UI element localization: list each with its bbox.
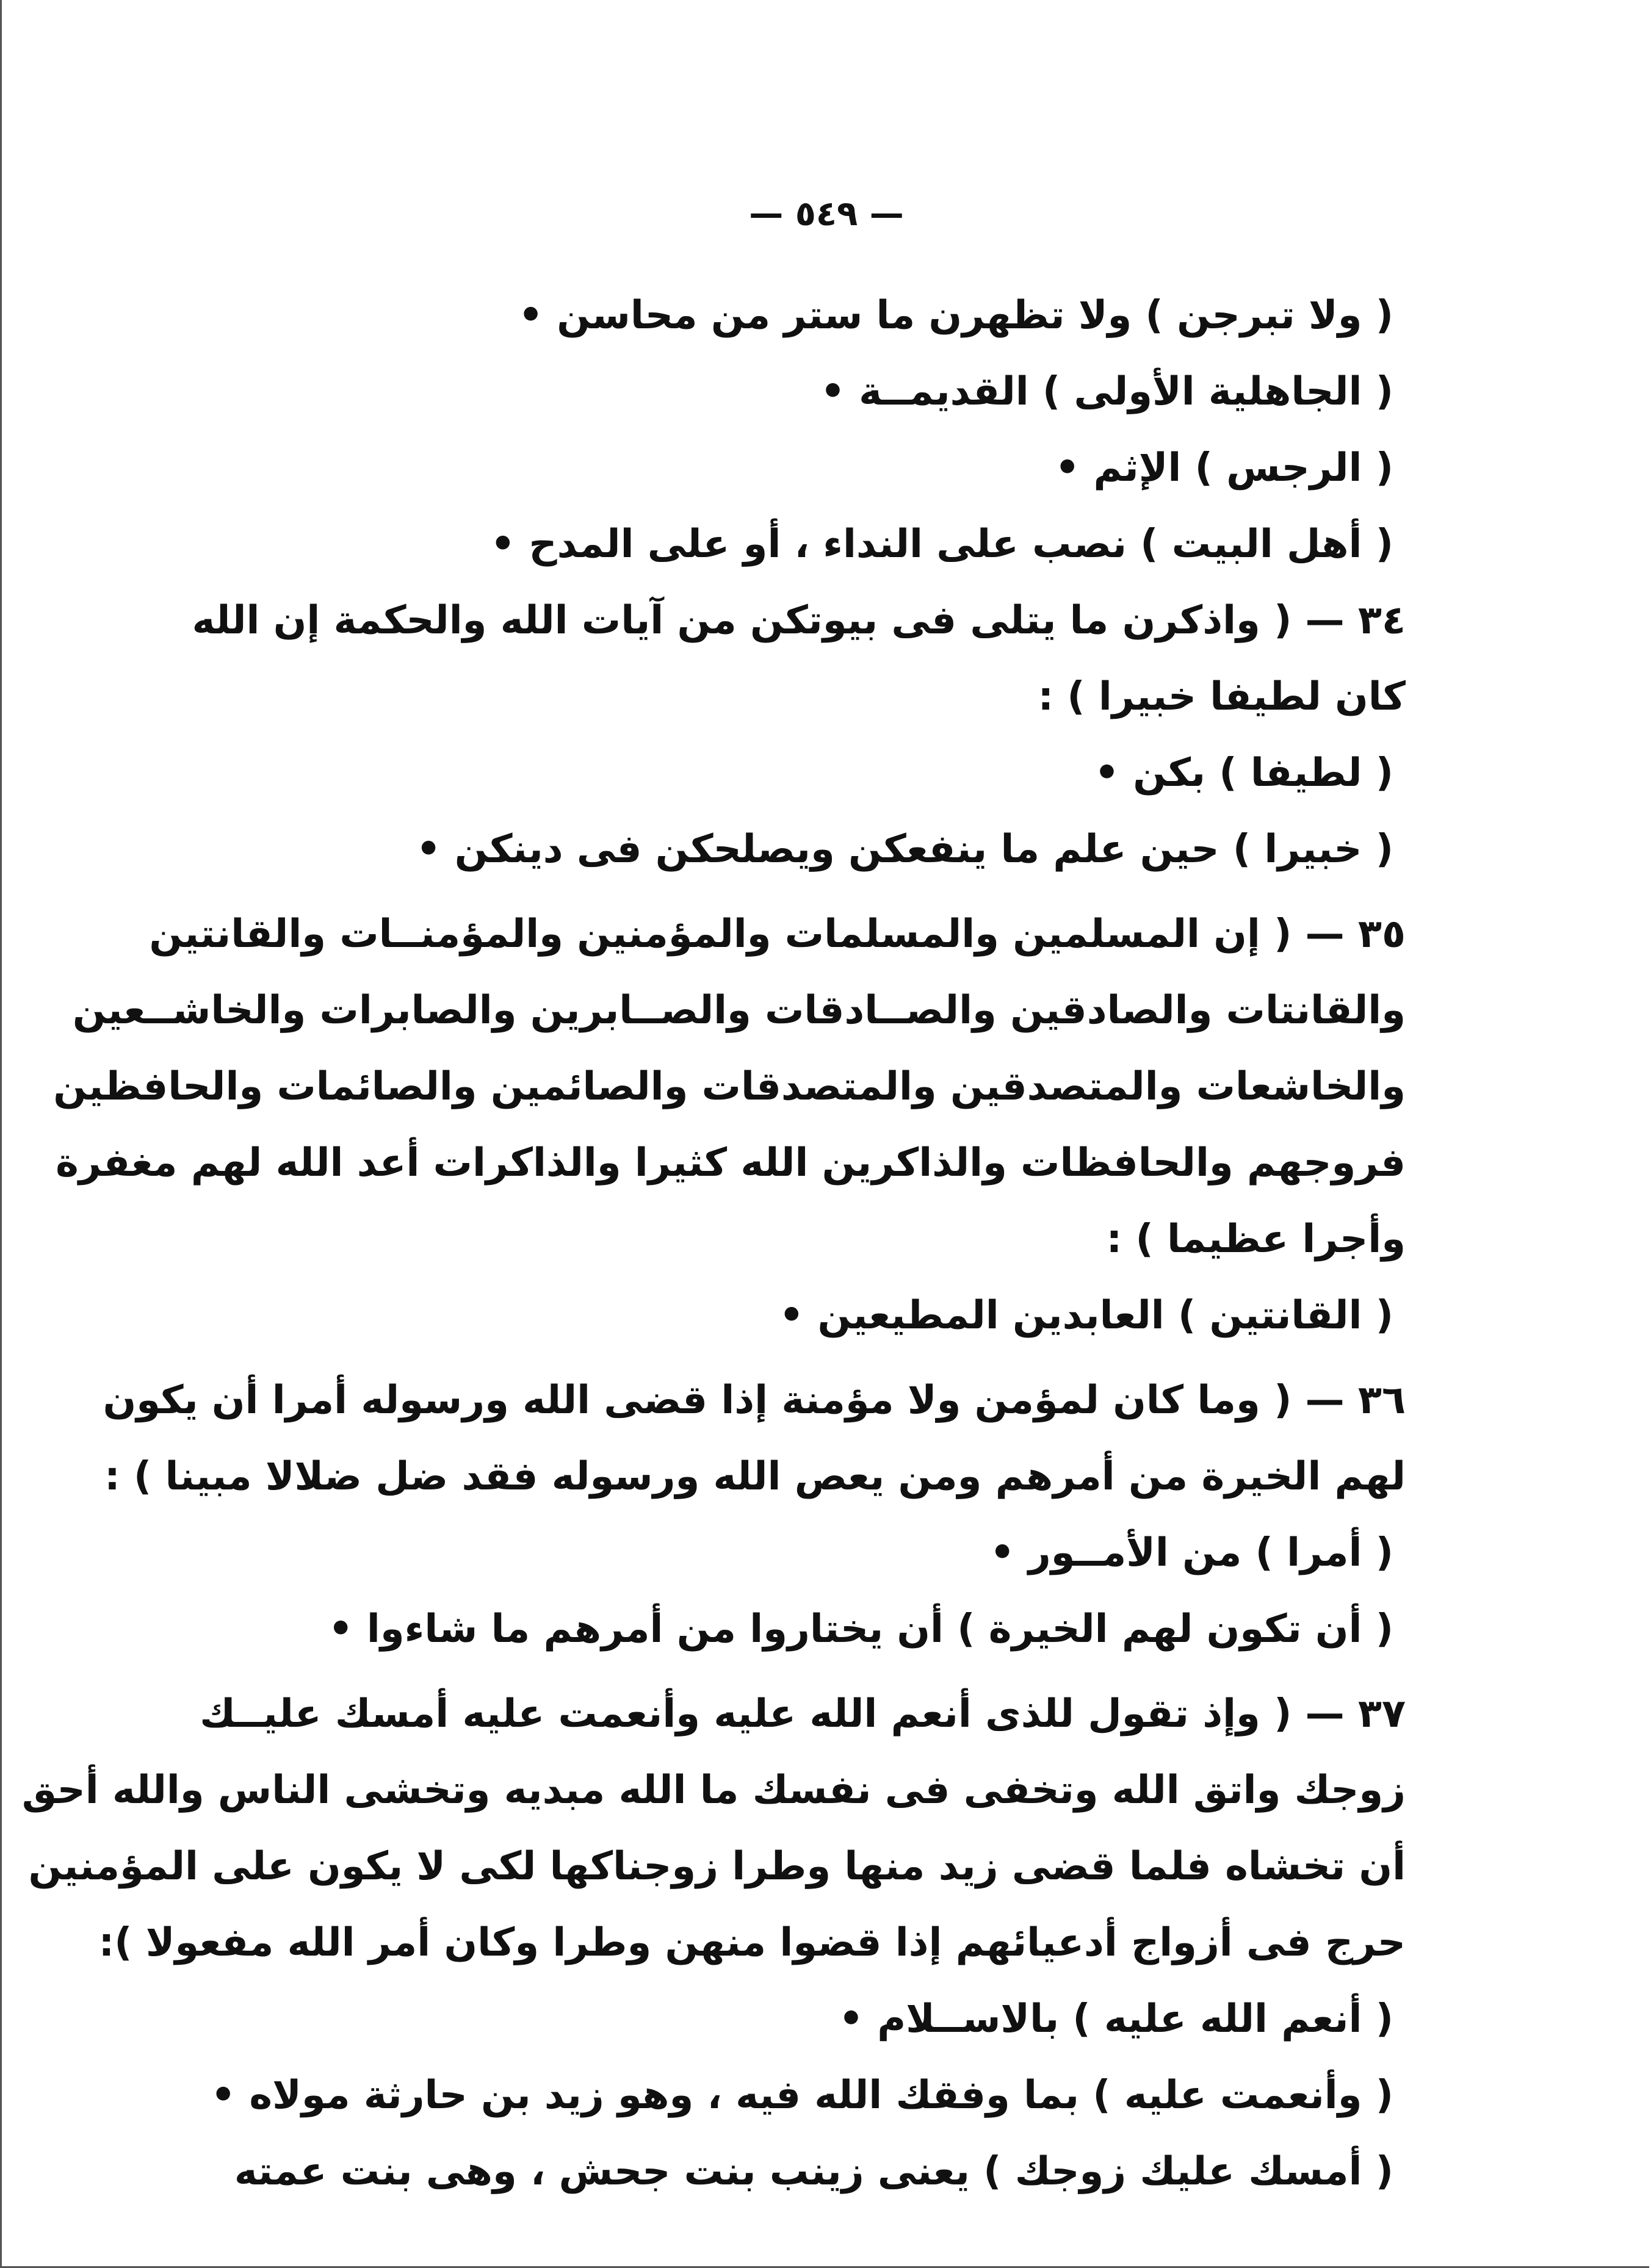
text-line: ( خبيرا ) حين علم ما ينفعكن ويصلحكن فى دينكن • <box>416 827 1393 872</box>
text-line: ( أمسك عليك زوجك ) يعنى زينب بنت جحش ، وهى بنت عمته <box>234 2149 1393 2194</box>
text-line: ( لطيفا ) بكن • <box>1094 751 1393 796</box>
text-line: ٣٧ — ( وإذ تقول للذى أنعم الله عليه وأنعمت عليه أمسك عليــك <box>200 1691 1406 1737</box>
text-line: ٣٦ — ( وما كان لمؤمن ولا مؤمنة إذا قضى الله ورسوله أمرا أن يكون <box>103 1378 1406 1423</box>
page-number: — ٥٤٩ — <box>749 194 904 234</box>
text-line: فروجهم والحافظات والذاكرين الله كثيرا والذاكرات أعد الله لهم مغفرة <box>56 1140 1406 1186</box>
text-line: كان لطيفا خبيرا ) : <box>1038 674 1406 719</box>
text-line: وأجرا عظيما ) : <box>1106 1217 1406 1262</box>
text-line: ( ولا تبرجن ) ولا تظهرن ما ستر من محاسن • <box>518 293 1393 338</box>
text-line: لهم الخيرة من أمرهم ومن يعص الله ورسوله فقد ضل ضلالا مبينا ) : <box>104 1454 1406 1499</box>
text-line: والقانتات والصادقين والصــادقات والصــابرين والصابرات والخاشــعين <box>72 988 1406 1033</box>
text-line: ( أن تكون لهم الخيرة ) أن يختاروا من أمرهم ما شاءوا • <box>328 1607 1393 1652</box>
text-line: ( أنعم الله عليه ) بالاســلام • <box>839 1996 1393 2042</box>
text-line: ( القانتين ) العابدين المطيعين • <box>779 1293 1393 1338</box>
text-line: ٣٥ — ( إن المسلمين والمسلمات والمؤمنين والمؤمنــات والقانتين <box>149 912 1406 957</box>
text-line: حرج فى أزواج أدعيائهم إذا قضوا منهن وطرا وكان أمر الله مفعولا ): <box>98 1920 1406 1965</box>
text-line: أن تخشاه فلما قضى زيد منها وطرا زوجناكها لكى لا يكون على المؤمنين <box>28 1844 1406 1889</box>
body-text <box>21 278 1406 2210</box>
text-line: ( أمرا ) من الأمــور • <box>989 1530 1393 1575</box>
text-line: ( الجاهلية الأولى ) القديمــة • <box>820 369 1393 414</box>
text-line: والخاشعات والمتصدقين والمتصدقات والصائمين والصائمات والحافظين <box>53 1064 1406 1109</box>
text-line: ٣٤ — ( واذكرن ما يتلى فى بيوتكن من آيات الله والحكمة إن الله <box>192 598 1406 643</box>
text-line: ( أهل البيت ) نصب على النداء ، أو على المدح • <box>490 522 1393 567</box>
text-line: زوجك واتق الله وتخفى فى نفسك ما الله مبديه وتخشى الناس والله أحق <box>21 1768 1406 1813</box>
text-line: ( الرجس ) الإثم • <box>1055 445 1393 491</box>
text-line: ( وأنعمت عليه ) بما وفقك الله فيه ، وهو زيد بن حارثة مولاه • <box>211 2073 1393 2118</box>
